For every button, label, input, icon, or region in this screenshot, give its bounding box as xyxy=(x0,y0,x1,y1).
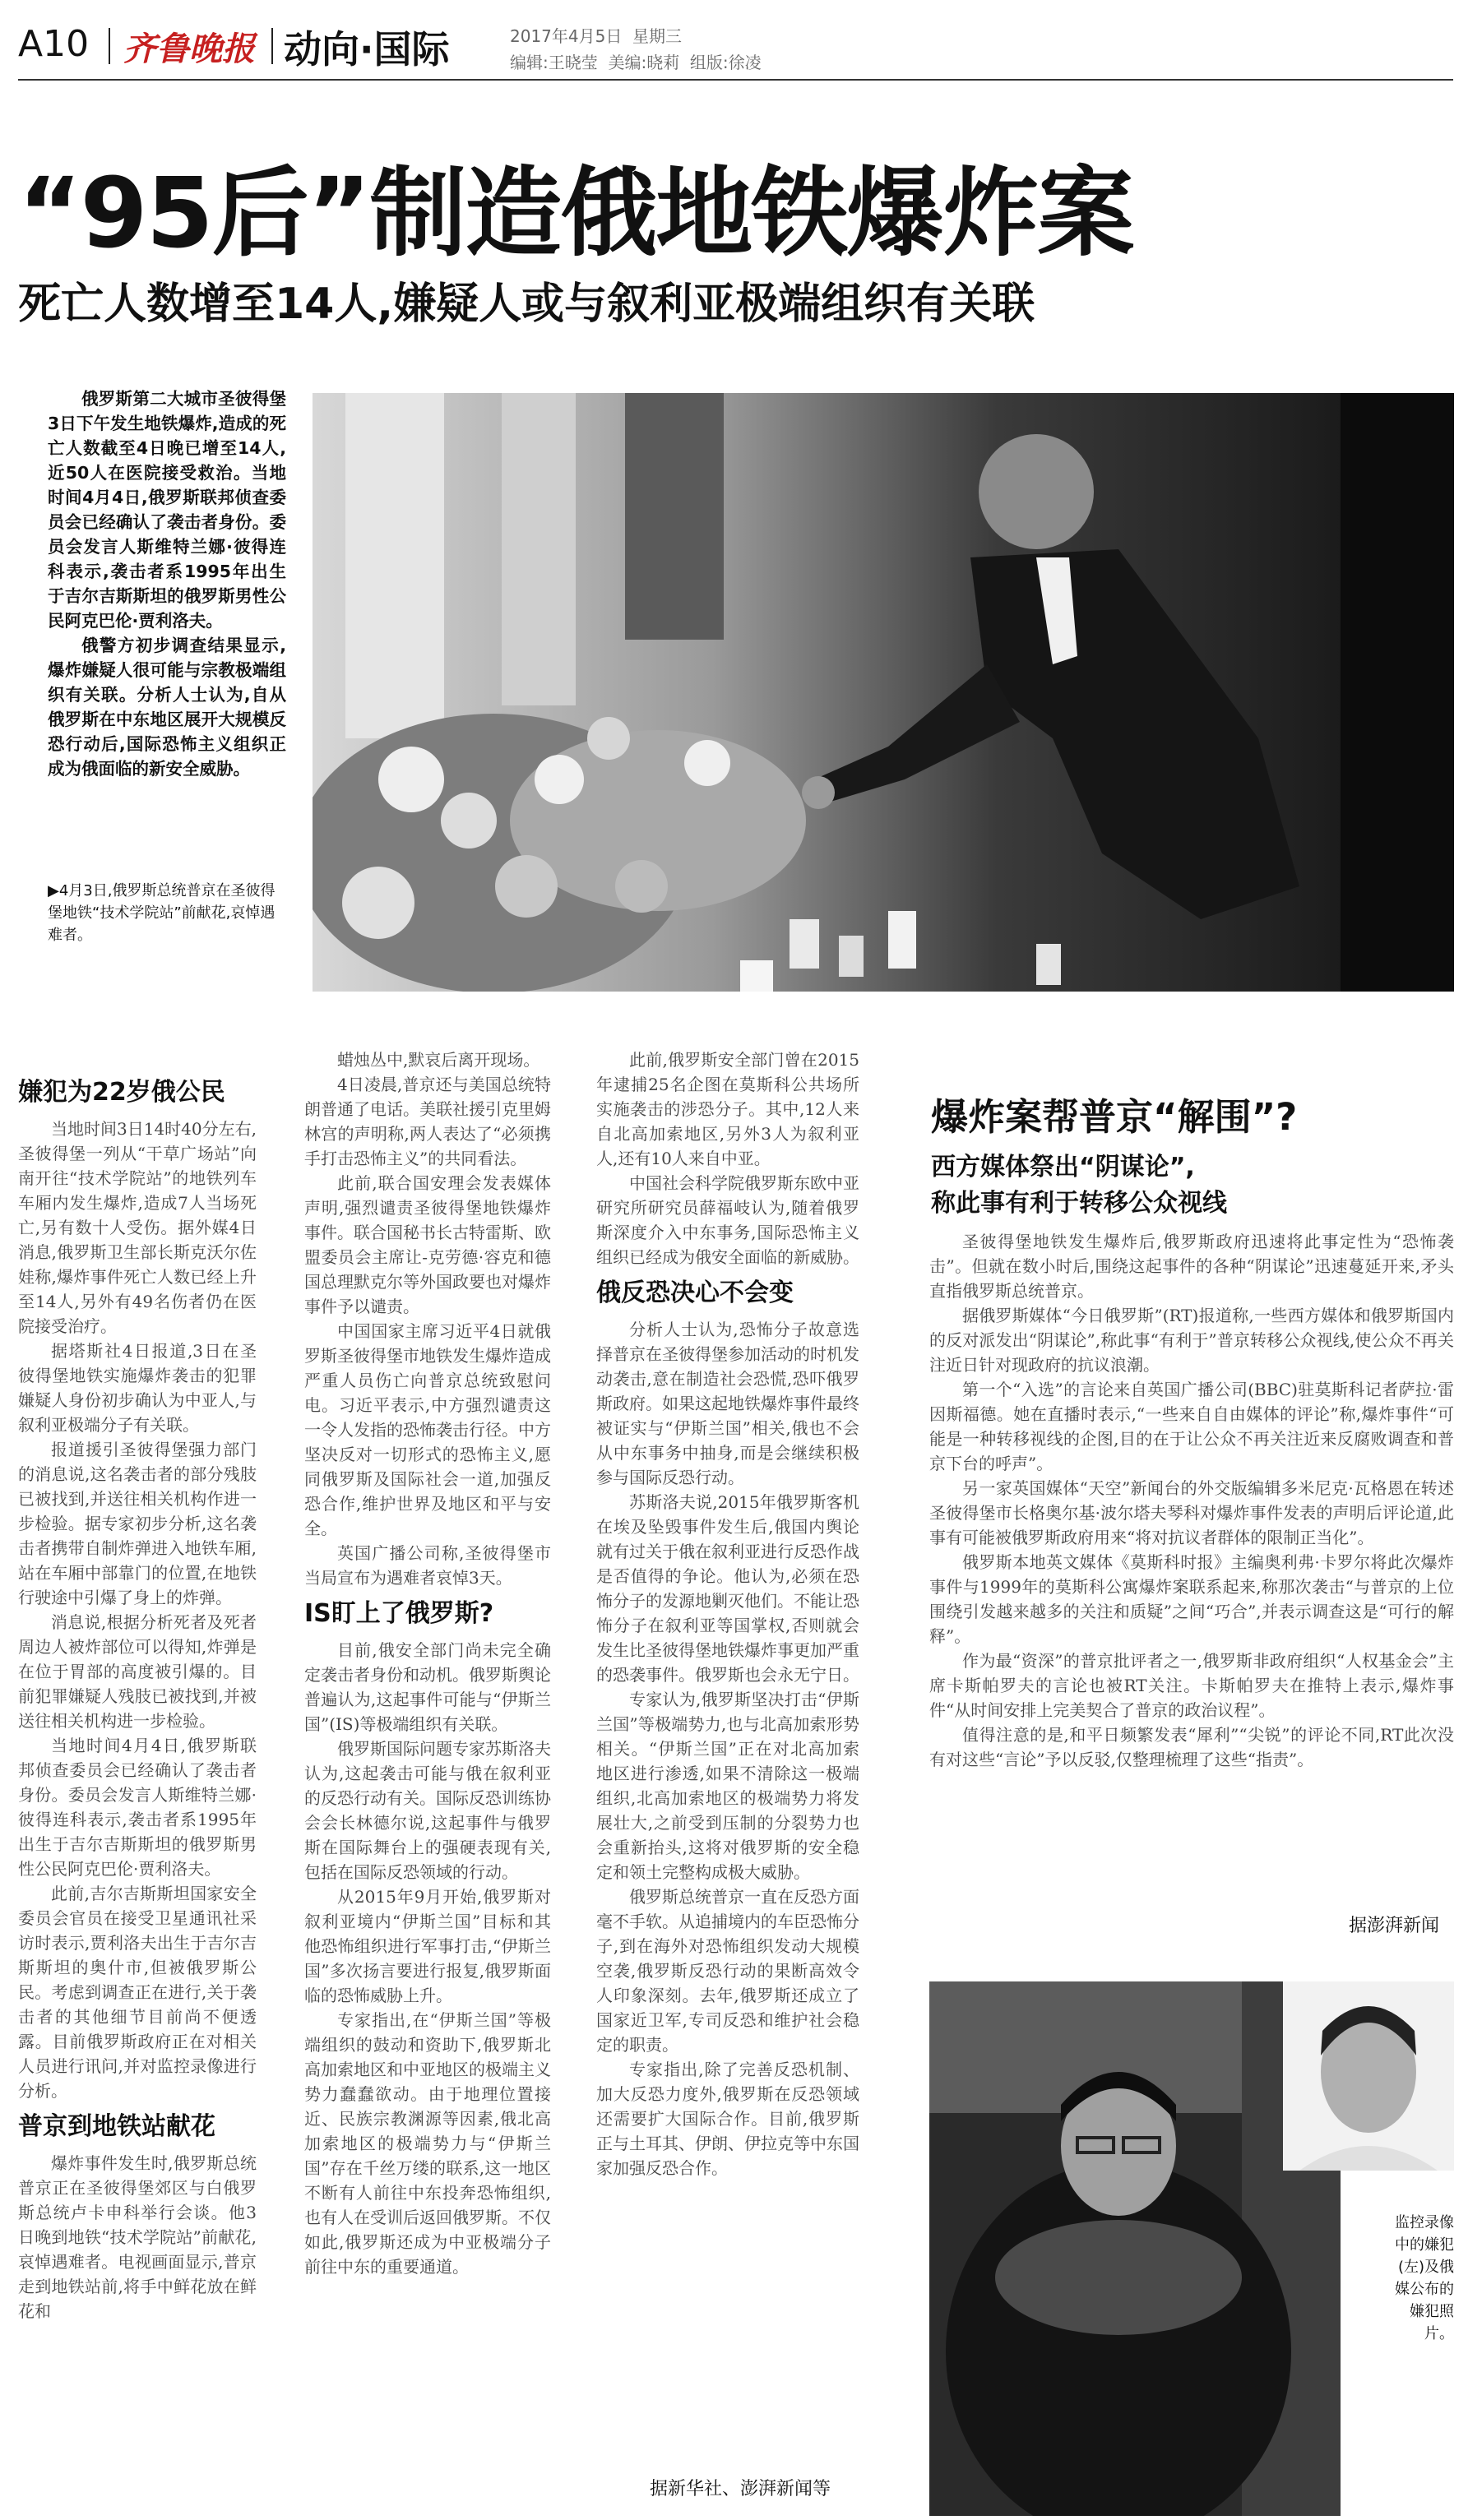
header-divider xyxy=(109,28,110,64)
paragraph: 俄罗斯本地英文媒体《莫斯科时报》主编奥利弗·卡罗尔将此次爆炸事件与1999年的莫斯科公寓爆炸案联系起来,称那次袭击“与普京的上位围绕引发越来越多的关注和质疑”之间“巧合”,并表示调查这是“可行的解释”。 xyxy=(929,1552,1454,1646)
photo-illustration xyxy=(929,1981,1341,2516)
suspect-portrait-inset xyxy=(1283,1981,1454,2171)
lead-paragraphs xyxy=(48,386,286,781)
paragraph: 中国国家主席习近平4日就俄罗斯圣彼得堡市地铁发生爆炸造成严重人员伤亡向普京总统致慰问电。习近平表示,中方强烈谴责这一令人发指的恐怖袭击行径。中方坚决反对一切形式的恐怖主义,愿同俄罗斯及国际社会一道,加强反恐合作,维护世界及地区和平与安全。 xyxy=(304,1321,551,1538)
paragraph: 专家认为,俄罗斯坚决打击“伊斯兰国”等极端势力,也与北高加索形势相关。“伊斯兰国”正在对北高加索地区进行渗透,如果不清除这一极端组织,北高加索地区的极端势力将发展壮大,之前受到压制的分裂势力也会重新抬头,这将对俄罗斯的安全稳定和领土完整构成极大威胁。 xyxy=(596,1690,859,1882)
paragraph: 报道援引圣彼得堡强力部门的消息说,这名袭击者的部分残肢已被找到,并送往相关机构作进一步检验。据专家初步分析,这名袭击者携带自制炸弹进入地铁车厢,站在车厢中部靠门的位置,在地铁行驶途中引爆了身上的炸弹。 xyxy=(18,1440,257,1607)
feature-subtitle: 西方媒体祭出“阴谋论”, xyxy=(931,1153,1195,1181)
putin-laying-flowers-photo xyxy=(313,393,1454,992)
subheadline: 死亡人数增至14人,嫌疑人或与叙利亚极端组织有关联 xyxy=(18,280,1035,329)
paragraph: 值得注意的是,和平日频繁发表“犀利”“尖锐”的评论不同,RT此次没有对这些“言论”予以反驳,仅整理梳理了这些“指责”。 xyxy=(929,1725,1454,1769)
suspect-cctv-photo xyxy=(929,1981,1341,2516)
issue-date: 2017年4月5日 星期三 xyxy=(510,26,683,46)
paragraph: 俄罗斯总统普京一直在反恐方面毫不手软。从追捕境内的车臣恐怖分子,到在海外对恐怖组织发动大规模空袭,俄罗斯反恐行动的果断高效令人印象深刻。去年,俄罗斯还成立了国家近卫军,专司反恐和维护社会稳定的职责。 xyxy=(596,1887,859,2055)
source-credit: 据新华社、澎湃新闻等 xyxy=(650,2479,831,2499)
paragraph: 据塔斯社4日报道,3日在圣彼得堡地铁实施爆炸袭击的犯罪嫌疑人身份初步确认为中亚人,与叙利亚极端分子有关联。 xyxy=(18,1341,257,1435)
paragraph: 此前,联合国安理会发表媒体声明,强烈谴责圣彼得堡地铁爆炸事件。联合国秘书长古特雷斯、欧盟委员会主席让-克劳德·容克和德国总理默克尔等外国政要也对爆炸事件予以谴责。 xyxy=(304,1173,551,1316)
paragraph: 第一个“入选”的言论来自英国广播公司(BBC)驻莫斯科记者萨拉·雷因斯福德。她在直播时表示,“一些来自自由媒体的评论”称,爆炸事件“可能是一种转移视线的企图,目的在于让公众不再关注近来反腐败调查和普京下台的呼声”。 xyxy=(929,1380,1454,1473)
paragraph: 消息说,根据分析死者及死者周边人被炸部位可以得知,炸弹是在位于胃部的高度被引爆的。目前犯罪嫌疑人残肢已被找到,并被送往相关机构进一步检验。 xyxy=(18,1612,257,1731)
paragraph: 苏斯洛夫说,2015年俄罗斯客机在埃及坠毁事件发生后,俄国内舆论就有过关于俄在叙利亚进行反恐作战是否值得的争论。他认为,必须在恐怖分子的发源地剿灭他们。不能让恐怖分子在叙利亚等国掌权,否则就会发生比圣彼得堡地铁爆炸事更加严重的恐袭事件。俄罗斯也会永无宁日。 xyxy=(596,1492,859,1685)
article-column-3 xyxy=(596,1047,859,2180)
photo-caption: ▶4月3日,俄罗斯总统普京在圣彼得堡地铁“技术学院站”前献花,哀悼遇难者。 xyxy=(48,882,276,944)
paragraph: 圣彼得堡地铁发生爆炸后,俄罗斯政府迅速将此事定性为“恐怖袭击”。但就在数小时后,围绕这起事件的各种“阴谋论”迅速蔓延开来,矛头直指俄罗斯总统普京。 xyxy=(929,1232,1454,1301)
paragraph: 4日凌晨,普京还与美国总统特朗普通了电话。美联社援引克里姆林宫的声明称,两人表达了“必须携手打击恐怖主义”的共同看法。 xyxy=(304,1075,551,1168)
lead-paragraph: 俄罗斯第二大城市圣彼得堡3日下午发生地铁爆炸,造成的死亡人数截至4日晚已增至14人,近50人在医院接受救治。当地时间4月4日,俄罗斯联邦侦查委员会已经确认了袭击者身份。委员会发言人斯维特兰娜·彼得连科表示,袭击者系1995年出生于吉尔吉斯斯坦的俄罗斯男性公民阿克巴伦·贾利洛夫。 xyxy=(48,389,286,631)
section-title: 动向·国际 xyxy=(284,27,450,72)
editor-credits: 编辑:王晓莹 美编:晓莉 组版:徐凌 xyxy=(510,53,762,72)
page-number: A10 xyxy=(18,23,90,65)
source-credit: 据澎湃新闻 xyxy=(1349,1916,1440,1936)
paragraph: 从2015年9月开始,俄罗斯对叙利亚境内“伊斯兰国”目标和其他恐怖组织进行军事打击,“伊斯兰国”多次扬言要进行报复,俄罗斯面临的恐怖威胁上升。 xyxy=(304,1887,551,2005)
paragraph: 据俄罗斯媒体“今日俄罗斯”(RT)报道称,一些西方媒体和俄罗斯国内的反对派发出“阴谋论”,称此事“有利于”普京转移公众视线,使公众不再关注近日针对现政府的抗议浪潮。 xyxy=(929,1306,1454,1375)
paragraph: 专家指出,在“伊斯兰国”等极端组织的鼓动和资助下,俄罗斯北高加索地区和中亚地区的极端主义势力蠢蠢欲动。由于地理位置接近、民族宗教渊源等因素,俄北高加索地区的极端势力与“伊斯兰国”存在千丝万缕的联系,这一地区不断有人前往中东投奔恐怖组织,也有人在受训后返回俄罗斯。不仅如此,俄罗斯还成为中亚极端分子前往中东的重要通道。 xyxy=(304,2010,551,2277)
paragraph: 爆炸事件发生时,俄罗斯总统普京正在圣彼得堡郊区与白俄罗斯总统卢卡申科举行会谈。他3日晚到地铁“技术学院站”前献花,哀悼遇难者。电视画面显示,普京走到地铁站前,将手中鲜花放在鲜花和 xyxy=(18,2153,257,2321)
paragraph: 专家指出,除了完善反恐机制、加大反恐力度外,俄罗斯在反恐领域还需要扩大国际合作。目前,俄罗斯正与土耳其、伊朗、伊拉克等中东国家加强反恐合作。 xyxy=(596,2060,859,2178)
paragraph: 作为最“资深”的普京批评者之一,俄罗斯非政府组织“人权基金会”主席卡斯帕罗夫的言论也被RT关注。卡斯帕罗夫在推特上表示,爆炸事件“从时间安排上完美契合了普京的政治议程”。 xyxy=(929,1651,1454,1720)
section-heading: 普京到地铁站献花 xyxy=(18,2112,215,2141)
paragraph: 此前,吉尔吉斯斯坦国家安全委员会官员在接受卫星通讯社采访时表示,贾利洛夫出生于吉尔吉斯斯坦的奥什市,但被俄罗斯公民。考虑到调查正在进行,关于袭击者的其他细节目前尚不便透露。目前俄罗斯政府正在对相关人员进行讯问,并对监控录像进行分析。 xyxy=(18,1884,257,2101)
paragraph: 中国社会科学院俄罗斯东欧中亚研究所研究员薛福岐认为,随着俄罗斯深度介入中东事务,国际恐怖主义组织已经成为俄安全面临的新威胁。 xyxy=(596,1173,859,1267)
paragraph: 英国广播公司称,圣彼得堡市当局宣布为遇难者哀悼3天。 xyxy=(304,1543,551,1588)
photo-illustration xyxy=(1283,1981,1454,2171)
feature-title: 爆炸案帮普京“解围”? xyxy=(931,1095,1298,1139)
article-column-1 xyxy=(18,1069,257,2323)
article-column-2 xyxy=(304,1047,551,2279)
header-divider xyxy=(271,28,273,64)
paragraph: 目前,俄安全部门尚未完全确定袭击者身份和动机。俄罗斯舆论普遍认为,这起事件可能与“伊斯兰国”(IS)等极端组织有关联。 xyxy=(304,1640,551,1734)
feature-subtitle: 称此事有利于转移公众视线 xyxy=(931,1189,1227,1218)
paragraph: 分析人士认为,恐怖分子故意选择普京在圣彼得堡参加活动的时机发动袭击,意在制造社会恐慌,恐吓俄罗斯政府。如果这起地铁爆炸事件最终被证实与“伊斯兰国”相关,俄也不会从中东事务中抽身,而是会继续积极参与国际反恐行动。 xyxy=(596,1320,859,1487)
paragraph: 俄罗斯国际问题专家苏斯洛夫认为,这起袭击可能与俄在叙利亚的反恐行动有关。国际反恐训练协会会长林德尔说,这起事件与俄罗斯在国际舞台上的强硬表现有关,包括在国际反恐领域的行动。 xyxy=(304,1739,551,1882)
section-heading: 嫌犯为22岁俄公民 xyxy=(18,1078,225,1107)
paragraph: 蜡烛丛中,默哀后离开现场。 xyxy=(337,1050,540,1070)
paragraph: 当地时间3日14时40分左右,圣彼得堡一列从“干草广场站”向南开往“技术学院站”的地铁列车车厢内发生爆炸,造成7人当场死亡,另有数十人受伤。据外媒4日消息,俄罗斯卫生部长斯克沃尔佐娃称,爆炸事件死亡人数已经上升至14人,另外有49名伤者仍在医院接受治疗。 xyxy=(18,1119,257,1336)
paragraph: 此前,俄罗斯安全部门曾在2015年逮捕25名企图在莫斯科公共场所实施袭击的涉恐分子。其中,12人来自北高加索地区,另外3人为叙利亚人,还有10人来自中亚。 xyxy=(596,1050,859,1168)
suspect-photo-caption: 监控录像中的嫌犯(左)及俄媒公布的嫌犯照片。 xyxy=(1395,2214,1454,2342)
feature-body xyxy=(929,1229,1454,1772)
lead-paragraph: 俄警方初步调查结果显示,爆炸嫌疑人很可能与宗教极端组织有关联。分析人士认为,自从俄罗斯在中东地区展开大规模反恐行动后,国际恐怖主义组织正成为俄面临的新安全威胁。 xyxy=(48,636,286,779)
paragraph: 另一家英国媒体“天空”新闻台的外交版编辑多米尼克·瓦格恩在转述圣彼得堡市长格奥尔基·波尔塔夫琴科对爆炸事件发表的声明后评论道,此事有可能被俄罗斯政府用来“将对抗议者群体的限制正当化”。 xyxy=(929,1478,1454,1547)
header-rule xyxy=(18,79,1453,81)
section-heading: 俄反恐决心不会变 xyxy=(596,1278,794,1307)
newspaper-name: 齐鲁晚报 xyxy=(123,30,255,68)
section-heading: IS盯上了俄罗斯? xyxy=(304,1599,494,1628)
paragraph: 当地时间4月4日,俄罗斯联邦侦查委员会已经确认了袭击者身份。委员会发言人斯维特兰娜·彼得连科表示,袭击者系1995年出生于吉尔吉斯斯坦的俄罗斯男性公民阿克巴伦·贾利洛夫。 xyxy=(18,1736,257,1879)
photo-illustration xyxy=(313,393,1454,992)
headline: “95后”制造俄地铁爆炸案 xyxy=(18,156,1133,270)
